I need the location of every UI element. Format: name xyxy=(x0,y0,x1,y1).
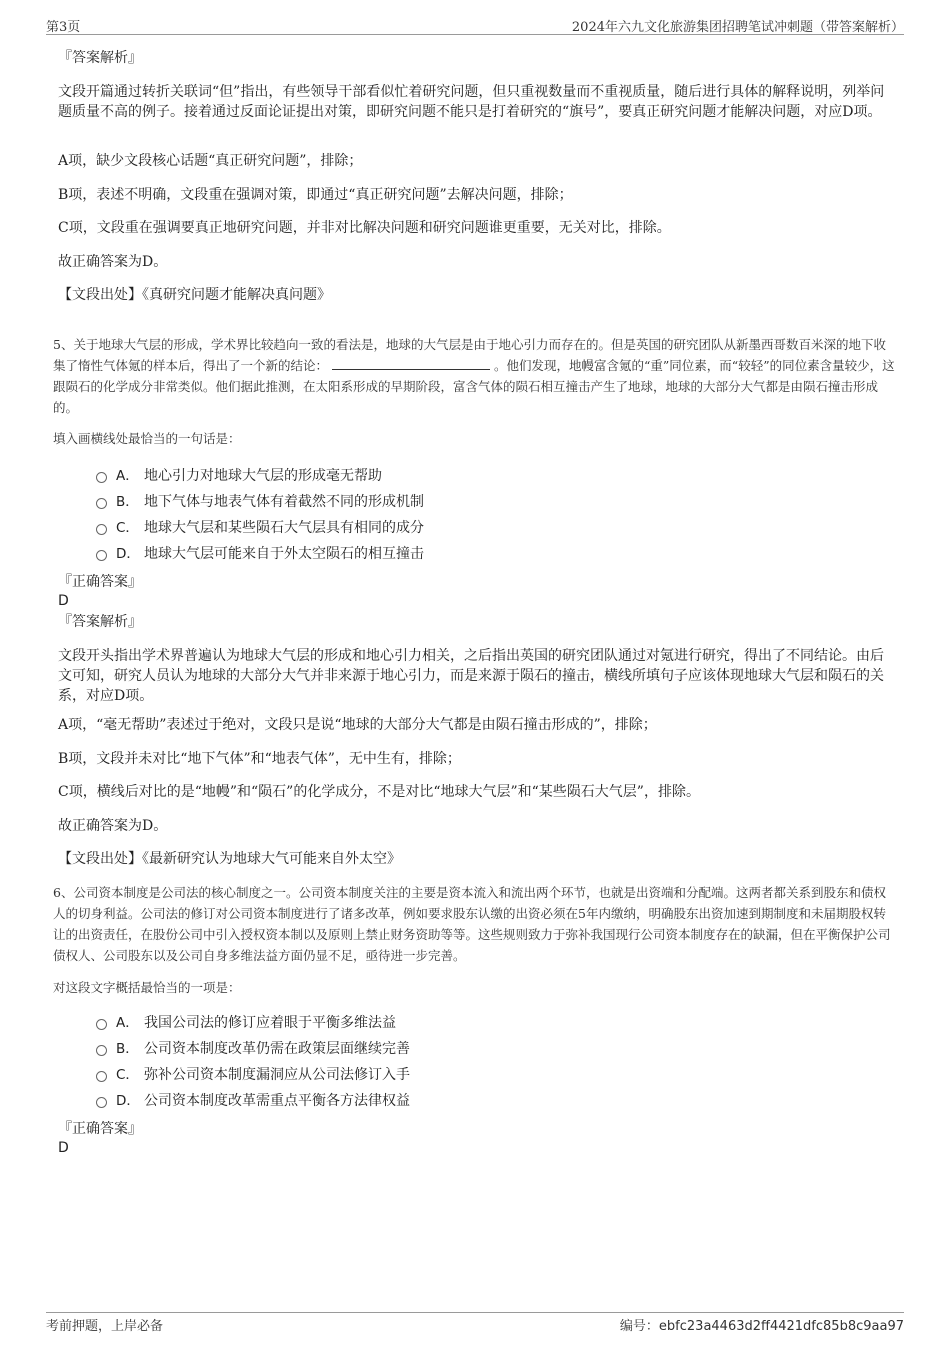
page-footer xyxy=(46,1312,904,1343)
q5-analysis-option-a: A项，“毫无帮助”表述过于绝对，文段只是说“地球的大部分大气都是由陨石撞击形成的”，排除； xyxy=(58,717,657,733)
q5-conclusion: 故正确答案为D。 xyxy=(58,818,168,834)
q6-prompt: 对这段文字概括最恰当的一项是： xyxy=(53,980,241,995)
q6-option-b[interactable]: B． 公司资本制度改革仍需在政策层面继续完善 xyxy=(96,1039,410,1059)
q6-option-a[interactable]: A． 我国公司法的修订应着眼于平衡多维法益 xyxy=(96,1013,396,1033)
q4-analysis-option-c: C项，文段重在强调要真正地研究问题，并非对比解决问题和研究问题谁更重要，无关对比，排除。 xyxy=(58,220,671,236)
q6-answer-label: 『正确答案』 xyxy=(58,1121,142,1137)
q4-analysis-label: 『答案解析』 xyxy=(58,50,142,66)
q5-prompt: 填入画横线处最恰当的一句话是： xyxy=(53,431,241,446)
q5-option-c[interactable]: C． 地球大气层和某些陨石大气层具有相同的成分 xyxy=(96,518,424,538)
radio-button[interactable] xyxy=(96,1045,107,1056)
page-number: 第3页 xyxy=(46,20,81,35)
document-code: 编号：ebfc23a4463d2ff4421dfc85b8c9aa97 xyxy=(619,1319,904,1334)
document-title: 2024年六九文化旅游集团招聘笔试冲刺题（带答案解析） xyxy=(571,20,904,35)
q5-analysis-option-c: C项，横线后对比的是“地幔”和“陨石”的化学成分，不是对比“地球大气层”和“某些陨石大气层”，排除。 xyxy=(58,784,700,800)
radio-button[interactable] xyxy=(96,524,107,535)
q4-analysis-option-a: A项，缺少文段核心话题“真正研究问题”，排除； xyxy=(58,153,363,169)
q6-answer: D xyxy=(58,1140,69,1156)
q5-stem: 5、关于地球大气层的形成，学术界比较趋向一致的看法是，地球的大气层是由于地心引力而存在的。但是英国的研究团队从新墨西哥数百米深的地下收集了惰性气体氪的样本后，得出了一个新的结论： 。他们发现，地幔富含氪的“重”同位素，而“较轻”的同位素含量较少，这跟陨石的化学成分非常类似。他们据此推测，在太阳系形成的早期阶段，富含气体的陨石相互撞击产生了地球，地球的大部分大气都是由陨石撞击形成的。 xyxy=(53,337,895,415)
q5-analysis-option-b: B项，文段并未对比“地下气体”和“地表气体”，无中生有，排除； xyxy=(58,751,461,767)
radio-button[interactable] xyxy=(96,550,107,561)
q5-option-d[interactable]: D． 地球大气层可能来自于外太空陨石的相互撞击 xyxy=(96,544,424,564)
radio-button[interactable] xyxy=(96,498,107,509)
q5-option-a[interactable]: A． 地心引力对地球大气层的形成毫无帮助 xyxy=(96,466,382,486)
q5-analysis-label: 『答案解析』 xyxy=(58,614,142,630)
radio-button[interactable] xyxy=(96,1097,107,1108)
fill-in-blank xyxy=(332,357,490,370)
q6-stem: 6、公司资本制度是公司法的核心制度之一。公司资本制度关注的主要是资本流入和流出两个环节，也就是出资端和分配端。这两者都关系到股东和债权人的切身利益。公司法的修订对公司资本制度进行了诸多改革，例如要求股东认缴的出资必须在5年内缴纳，明确股东出资加速到期制度和未届期股权转让的出资责任，在股份公司中引入授权资本制以及原则上禁止财务资助等等。这些规则致力于弥补我国现行公司资本制度存在的缺漏，但在平衡保护公司债权人、公司股东以及公司自身多维法益方面仍显不足，亟待进一步完善。 xyxy=(53,885,891,963)
q4-analysis-paragraph: 文段开篇通过转折关联词“但”指出，有些领导干部看似忙着研究问题，但只重视数量而不重视质量，随后进行具体的解释说明，列举问题质量不高的例子。接着通过反面论证提出对策，即研究问题不能只是打着研究的“旗号”，要真正研究问题才能解决问题，对应D项。 xyxy=(58,84,885,120)
q5-source: 【文段出处】《最新研究认为地球大气可能来自外太空》 xyxy=(58,851,401,867)
q4-source: 【文段出处】《真研究问题才能解决真问题》 xyxy=(58,287,331,303)
radio-button[interactable] xyxy=(96,472,107,483)
q6-option-c[interactable]: C． 弥补公司资本制度漏洞应从公司法修订入手 xyxy=(96,1065,410,1085)
q4-conclusion: 故正确答案为D。 xyxy=(58,254,168,270)
q4-analysis-option-b: B项，表述不明确，文段重在强调对策，即通过“真正研究问题”去解决问题，排除； xyxy=(58,187,573,203)
radio-button[interactable] xyxy=(96,1071,107,1082)
q5-answer: D xyxy=(58,593,69,609)
q5-analysis-paragraph: 文段开头指出学术界普遍认为地球大气层的形成和地心引力相关，之后指出英国的研究团队通过对氪进行研究，得出了不同结论。由后文可知，研究人员认为地球的大部分大气并非来源于地心引力，而是来源于陨石的撞击，横线所填句子应该体现地球大气层和陨石的关系，对应D项。 xyxy=(58,648,884,704)
page-header xyxy=(46,14,904,35)
q6-option-d[interactable]: D． 公司资本制度改革需重点平衡各方法律权益 xyxy=(96,1091,410,1111)
radio-button[interactable] xyxy=(96,1019,107,1030)
q5-option-b[interactable]: B． 地下气体与地表气体有着截然不同的形成机制 xyxy=(96,492,424,512)
q5-answer-label: 『正确答案』 xyxy=(58,574,142,590)
footer-slogan: 考前押题，上岸必备 xyxy=(46,1319,164,1334)
